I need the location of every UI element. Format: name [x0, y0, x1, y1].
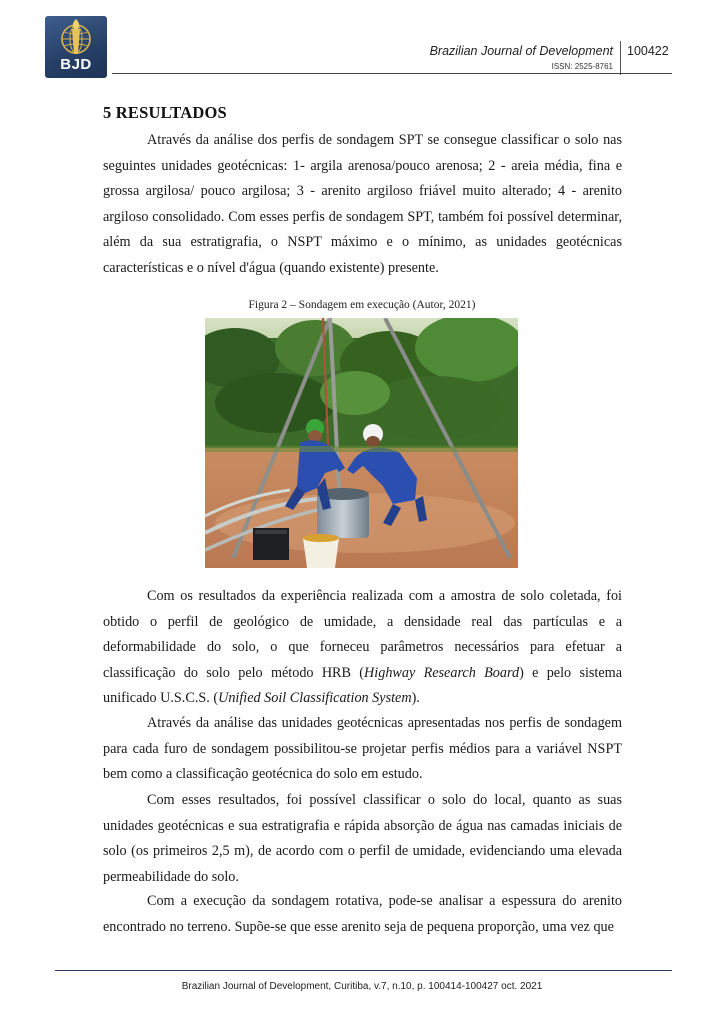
header-divider	[620, 41, 621, 75]
footer-citation: Brazilian Journal of Development, Curitiba, v.7, n.10, p. 100414-100427 oct. 2021	[181, 981, 543, 992]
figure-photo-drilling	[205, 318, 518, 568]
header-rule	[112, 73, 672, 74]
paragraph-2-text-e: ).	[411, 690, 420, 707]
figure-caption: Figura 2 – Sondagem em execução (Autor, 2021)	[248, 299, 476, 311]
paragraph-1	[103, 128, 622, 282]
journal-logo	[45, 16, 107, 78]
paragraph-2-term-uscs: Unified Soil Classification System	[218, 690, 412, 707]
footer-rule	[55, 970, 672, 971]
paragraph-2-text-c: ) e pelo sistema unificado U.S.C.S. (	[103, 664, 622, 707]
section-heading: 5 RESULTADOS	[103, 103, 227, 122]
paragraph-4-text: Com esses resultados, foi possível classificar o solo do local, quanto as suas unidades geotécnicas e sua estratigrafia e rápida absorção de água nas camadas iniciais de solo (os primeiros 2,5 m), de acordo com o perfil de umidade, evidenciando uma elevada permeabilidade do solo.	[103, 792, 622, 885]
paragraph-3	[103, 711, 622, 788]
issn: ISSN: 2525-8761	[551, 62, 613, 71]
paragraph-2-term-hrb: Highway Research Board	[364, 664, 520, 681]
paragraph-2	[103, 584, 622, 712]
drilling-photo	[205, 318, 518, 568]
paragraph-5-text: Com a execução da sondagem rotativa, pode-se analisar a espessura do arenito encontrado no terreno. Supõe-se que esse arenito seja de pequena proporção, uma vez que	[103, 893, 622, 935]
journal-title: Brazilian Journal of Development	[429, 44, 613, 58]
paragraph-5	[103, 889, 622, 940]
paragraph-1-text: Através da análise dos perfis de sondagem SPT se consegue classificar o solo nas seguintes unidades geotécnicas: 1- argila arenosa/pouco arenosa; 2 - areia média, fina e grossa argilosa/ pouco argilosa; 3 - arenito argiloso friável muito alterado; 4 - arenito argiloso consolidado. Com esses perfis de sondagem SPT, também foi possível determinar, além da sua estratigrafia, o NSPT máximo e o mínimo, as unidades geotécnicas características e o nível d'água (quando existente) presente.	[103, 132, 622, 276]
page-number: 100422	[627, 44, 669, 58]
paragraph-2-text-a: Com os resultados da experiência realizada com a amostra de solo coletada, foi obtido o perfil de geológico de umidade, a densidade real das partículas e a deformabilidade do solo, o que forneceu parâmetros necessários para efetuar a classificação do solo pelo método HRB (	[103, 588, 622, 681]
paragraph-4	[103, 788, 622, 890]
paragraph-3-text: Através da análise das unidades geotécnicas apresentadas nos perfis de sondagem para cada furo de sondagem possibilitou-se projetar perfis médios para a variável NSPT bem como a classificação geotécnica do solo em estudo.	[103, 715, 622, 783]
logo-text: BJD	[60, 56, 92, 73]
